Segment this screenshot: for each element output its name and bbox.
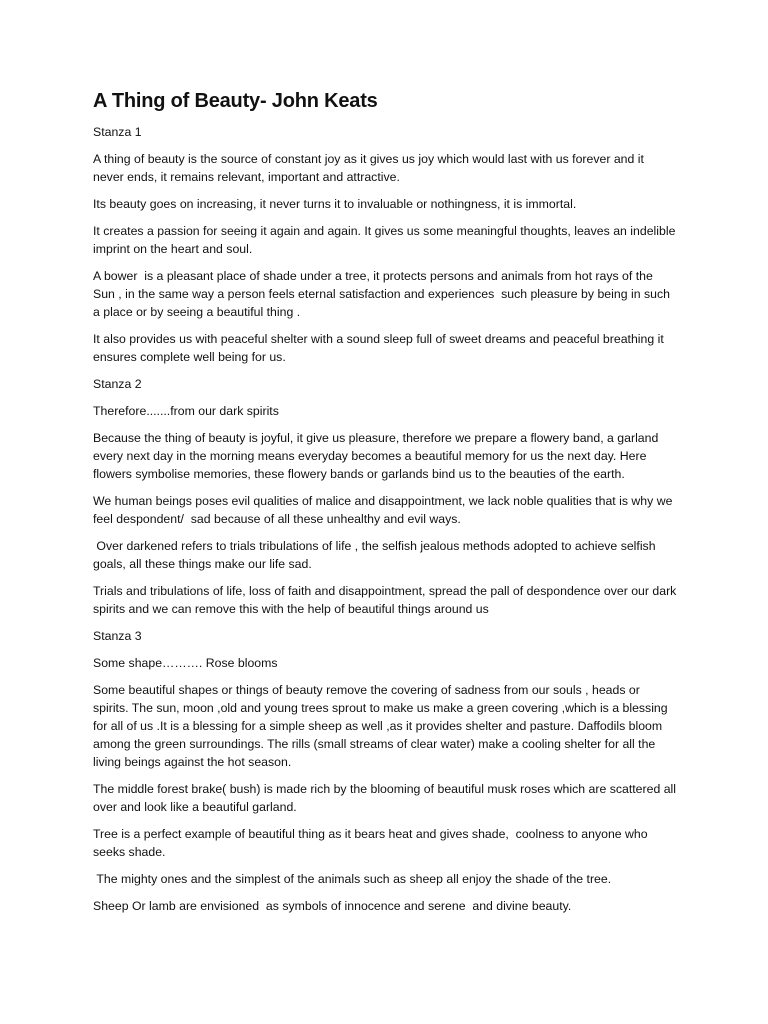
paragraph: Tree is a perfect example of beautiful thing as it bears heat and gives shade, coolness to anyone who seeks shade. bbox=[93, 827, 652, 859]
paragraph: Some beautiful shapes or things of beauty remove the covering of sadness from our souls , heads or spirits. The sun, moon ,old and young trees sprout to make us make a green covering ,which is a blessing for all of us .It is a blessing for a simple sheep as well ,as it provides shelter and pasture. Daffodils bloom among the green surroundings. The rills (small streams of clear water) make a cooling shelter for all the living beings against the hot season. bbox=[93, 683, 672, 769]
paragraph: Sheep Or lamb are envisioned as symbols of innocence and serene and divine beauty. bbox=[93, 899, 572, 913]
paragraph: It also provides us with peaceful shelter with a sound sleep full of sweet dreams and peaceful breathing it ensures complete well being for us. bbox=[93, 332, 668, 364]
paragraph: A thing of beauty is the source of constant joy as it gives us joy which would last with us forever and it never ends, it remains relevant, important and attractive. bbox=[93, 152, 648, 184]
stanza-heading: Stanza 1 bbox=[93, 125, 142, 139]
paragraph: Therefore.......from our dark spirits bbox=[93, 404, 279, 418]
paragraph: Over darkened refers to trials tribulations of life , the selfish jealous methods adopted to achieve selfish goals, all these things make our life sad. bbox=[93, 539, 659, 571]
paragraph: The middle forest brake( bush) is made rich by the blooming of beautiful musk roses which are scattered all over and look like a beautiful garland. bbox=[93, 782, 680, 814]
paragraph: A bower is a pleasant place of shade under a tree, it protects persons and animals from hot rays of the Sun , in the same way a person feels eternal satisfaction and experiences such pleasure by being in such a place or by seeing a beautiful thing . bbox=[93, 269, 674, 319]
stanza-heading: Stanza 2 bbox=[93, 377, 142, 391]
paragraph: It creates a passion for seeing it again and again. It gives us some meaningful thoughts, leaves an indelible imprint on the heart and soul. bbox=[93, 224, 679, 256]
paragraph: We human beings poses evil qualities of malice and disappointment, we lack noble qualities that is why we feel despondent/ sad because of all these unhealthy and evil ways. bbox=[93, 494, 676, 526]
document-title: A Thing of Beauty- John Keats bbox=[93, 90, 378, 112]
paragraph: Because the thing of beauty is joyful, it give us pleasure, therefore we prepare a flowery band, a garland every next day in the morning means everyday becomes a beautiful memory for us the next day. Here flowers symbolise memories, these flowery bands or garlands bind us to the beauties of the earth. bbox=[93, 431, 662, 481]
document-page bbox=[93, 88, 680, 924]
stanza-heading: Stanza 3 bbox=[93, 629, 142, 643]
paragraph: The mighty ones and the simplest of the animals such as sheep all enjoy the shade of the tree. bbox=[93, 872, 612, 886]
paragraph: Its beauty goes on increasing, it never turns it to invaluable or nothingness, it is immortal. bbox=[93, 197, 577, 211]
paragraph: Trials and tribulations of life, loss of faith and disappointment, spread the pall of despondence over our dark spirits and we can remove this with the help of beautiful things around us bbox=[93, 584, 680, 616]
paragraph: Some shape………. Rose blooms bbox=[93, 656, 278, 670]
